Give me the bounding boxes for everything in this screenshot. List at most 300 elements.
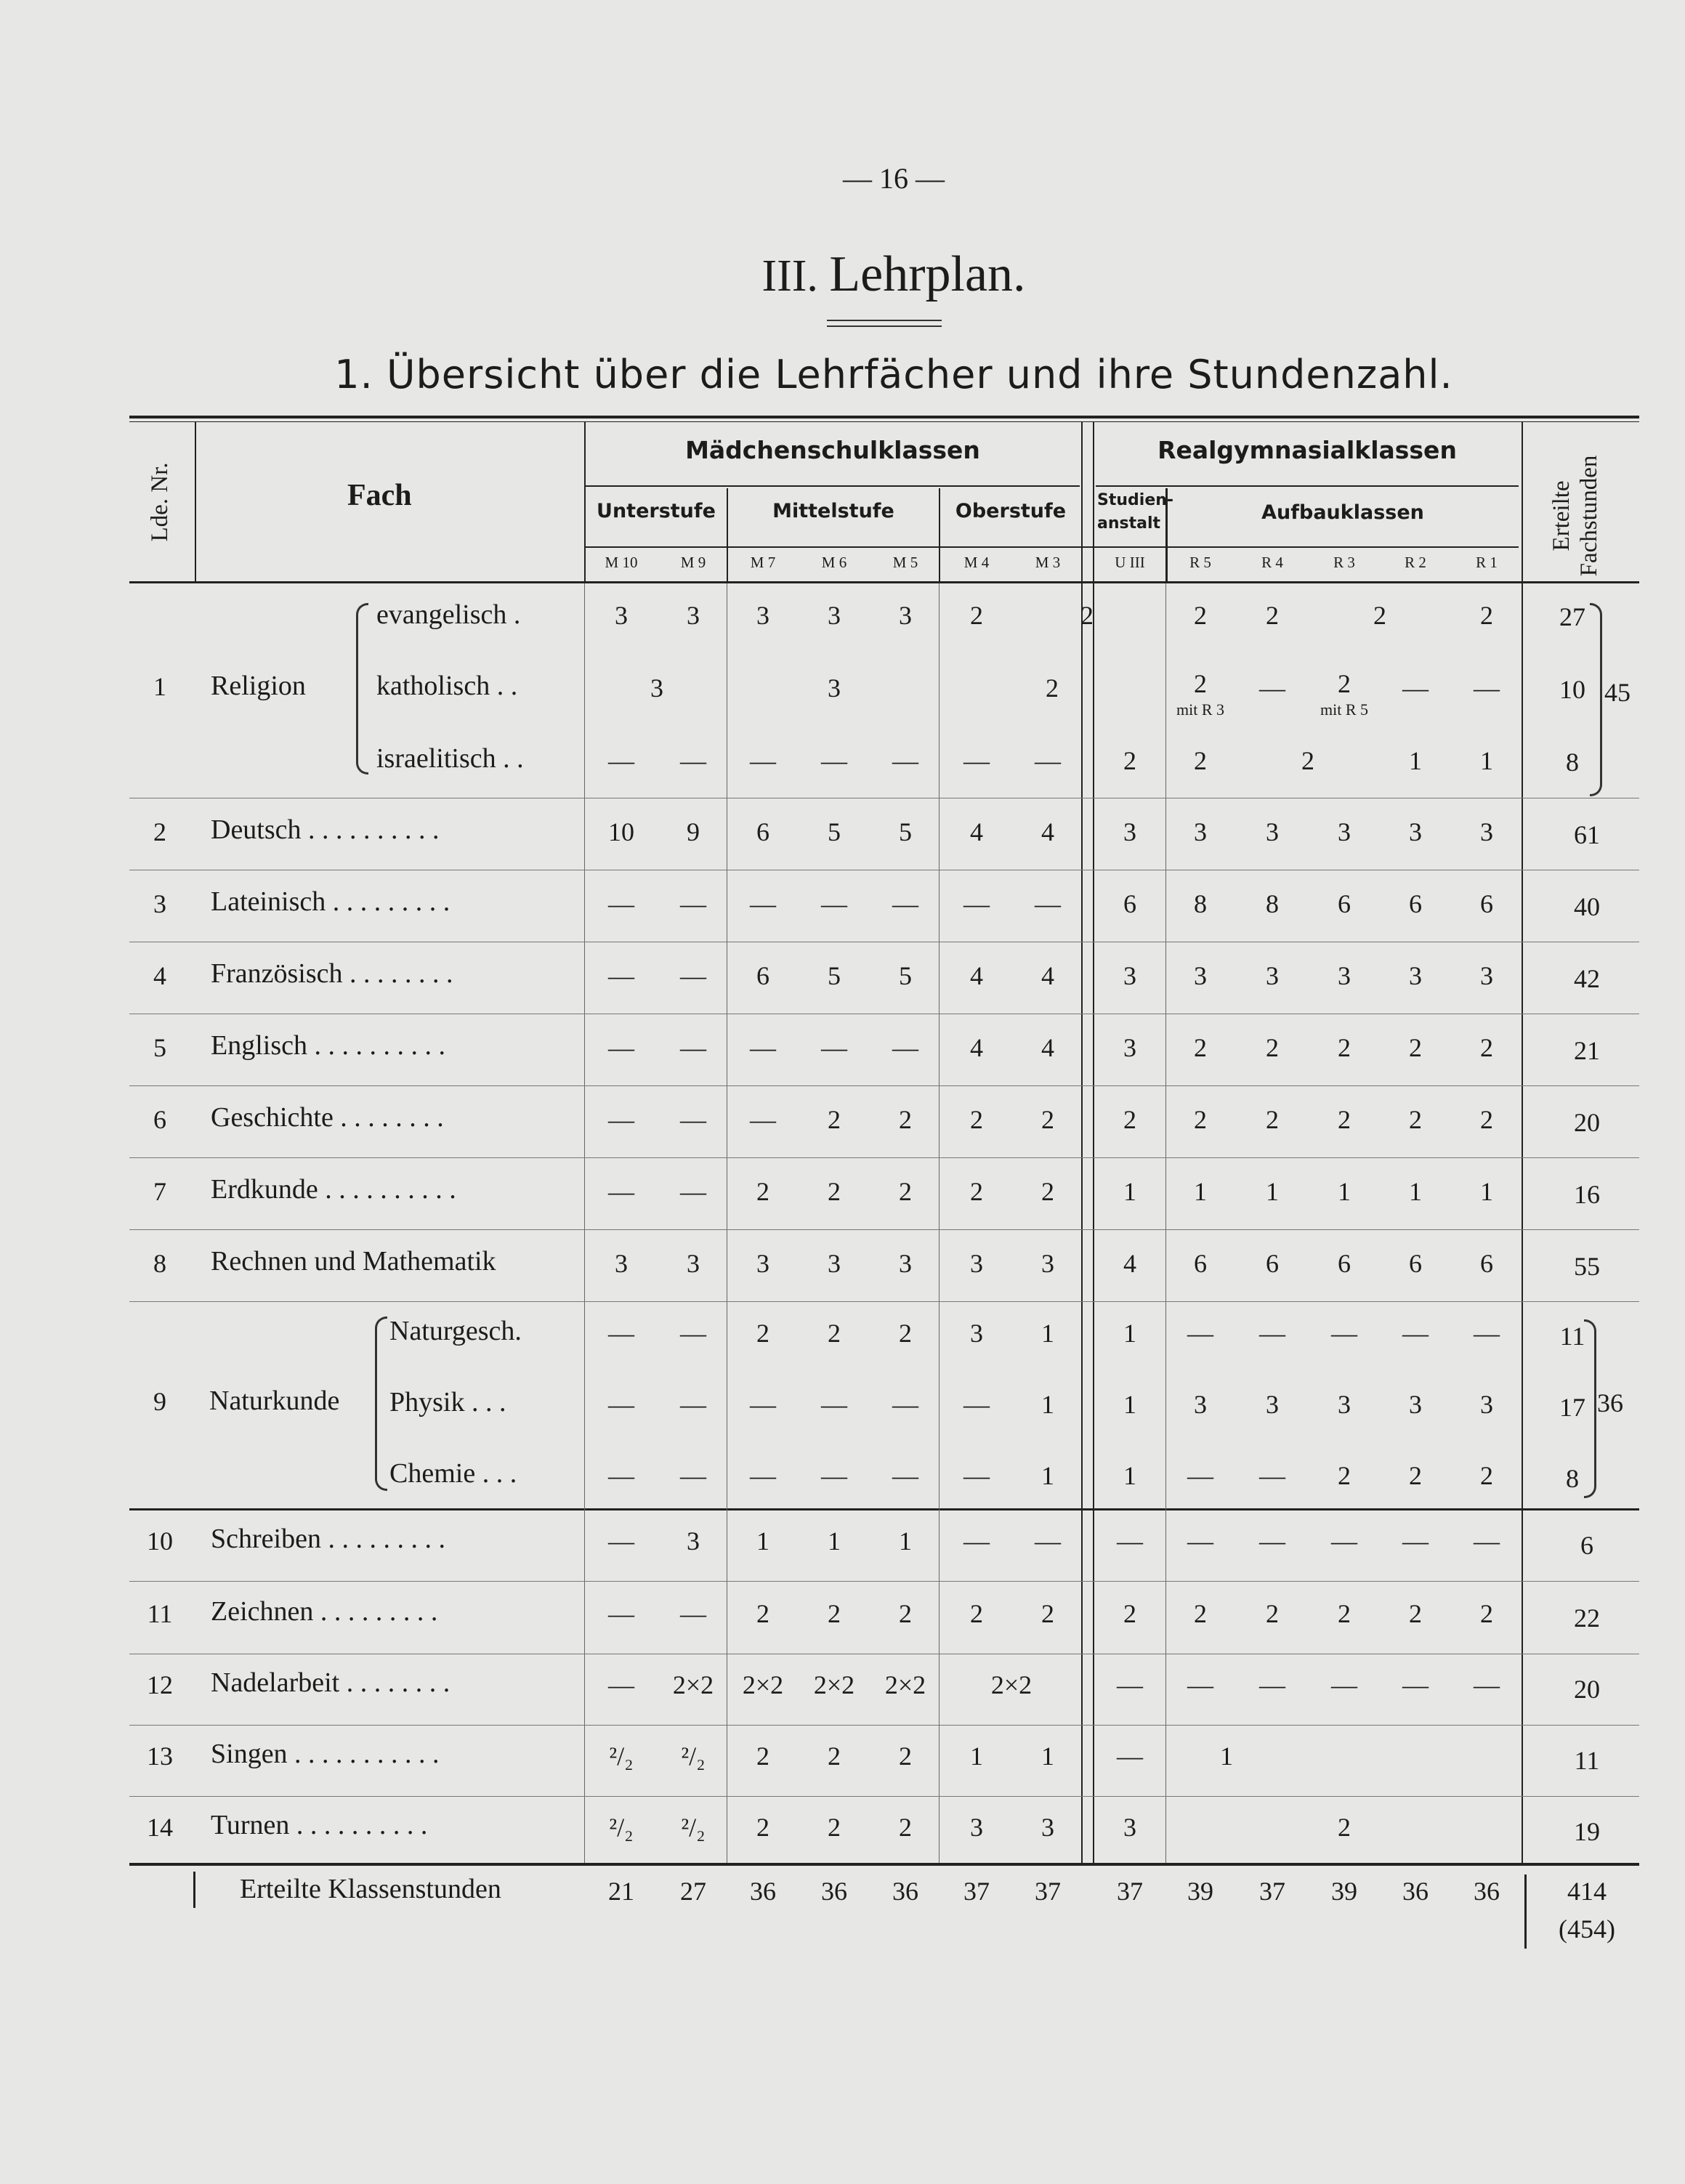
- religion-katholisch-cell: —: [1259, 674, 1285, 703]
- row-cell: 8: [1194, 889, 1207, 918]
- header-real: Realgymnasialklassen: [1157, 436, 1457, 464]
- row-cell: —: [892, 889, 918, 918]
- row-separator: [129, 1085, 1639, 1086]
- naturkunde-cell: 2: [756, 1319, 769, 1348]
- naturkunde-cell: —: [608, 1461, 634, 1490]
- row-cell: 4: [970, 1033, 983, 1062]
- naturkunde-cell: 2: [899, 1319, 912, 1348]
- naturkunde-cell: —: [680, 1390, 706, 1419]
- row-label: Geschichte . . . . . . . .: [211, 1102, 444, 1133]
- klasse-label: M 10: [605, 554, 638, 571]
- footer-cell: 36: [892, 1877, 918, 1906]
- religion-katholisch-cell: 2: [1046, 674, 1059, 703]
- row-cell: 3: [1480, 817, 1493, 846]
- row-label: Schreiben . . . . . . . . .: [211, 1524, 445, 1554]
- row-cell: 3: [687, 1249, 700, 1278]
- naturkunde-cell: —: [1187, 1319, 1213, 1348]
- naturkunde-cell: 3: [1266, 1390, 1279, 1419]
- footer-cell: 21: [608, 1877, 634, 1906]
- row-cell: 3: [1266, 961, 1279, 990]
- religion-katholisch-sum: 10: [1559, 675, 1585, 704]
- row-cell: —: [1331, 1670, 1357, 1699]
- row-sum: 20: [1574, 1108, 1600, 1137]
- naturkunde-cell: —: [1474, 1319, 1500, 1348]
- religion-israelitisch-cell: 1: [1409, 746, 1422, 775]
- klasse-label: M 4: [963, 554, 990, 571]
- naturkunde-cell: —: [821, 1390, 847, 1419]
- row-cell: 2: [970, 1105, 983, 1134]
- row-cell: 5: [899, 817, 912, 846]
- religion-israelitisch-cell: —: [963, 746, 990, 775]
- row-cell: —: [680, 1105, 706, 1134]
- row-cell: —: [750, 1105, 776, 1134]
- row-cell: 2: [1194, 1105, 1207, 1134]
- row-cell: —: [1035, 889, 1061, 918]
- row-cell: 2: [899, 1813, 912, 1842]
- row-cell: —: [963, 1526, 990, 1556]
- row-cell: —: [1117, 1742, 1143, 1771]
- row-cell: 1: [970, 1742, 983, 1771]
- row-cell: 6: [1409, 1249, 1422, 1278]
- naturkunde-sub-label: Chemie . . .: [389, 1458, 517, 1489]
- naturkunde-cell: 2: [828, 1319, 841, 1348]
- page-number: — 16 —: [843, 162, 945, 195]
- naturkunde-cell: 2: [1480, 1461, 1493, 1490]
- row-separator: [129, 1581, 1639, 1582]
- row-cell: 6: [1123, 889, 1136, 918]
- row-sum: 61: [1574, 820, 1600, 849]
- footer-label: Erteilte Klassenstunden: [240, 1874, 501, 1904]
- religion-evangelisch-cell: 3: [899, 601, 912, 630]
- naturkunde-cell: 2: [1338, 1461, 1351, 1490]
- table-top-rule-2: [129, 421, 1639, 422]
- naturkunde-cell: —: [1259, 1461, 1285, 1490]
- row-cell: 2: [1409, 1033, 1422, 1062]
- row-cell: 6: [1194, 1249, 1207, 1278]
- vline-lde: [195, 421, 196, 583]
- header-erteilte: [1548, 443, 1606, 589]
- naturkunde-label: Naturkunde: [209, 1386, 340, 1416]
- row-nr: 7: [153, 1177, 166, 1206]
- row-cell: —: [1331, 1526, 1357, 1556]
- naturkunde-cell: 3: [1480, 1390, 1493, 1419]
- row-cell: —: [680, 1599, 706, 1628]
- naturkunde-cell: 3: [970, 1319, 983, 1348]
- row-cell: 6: [756, 961, 769, 990]
- naturkunde-cell: —: [750, 1390, 776, 1419]
- religion-evangelisch-cell: 3: [687, 601, 700, 630]
- row-cell: 5: [899, 961, 912, 990]
- naturkunde-bottom-rule: [129, 1508, 1639, 1510]
- row-cell: 3: [1041, 1813, 1054, 1842]
- row-cell: 4: [970, 961, 983, 990]
- row-label: Turnen . . . . . . . . . .: [211, 1810, 428, 1840]
- header-unterstufe: Unterstufe: [597, 500, 716, 522]
- row-cell: 2: [828, 1105, 841, 1134]
- title-rule: [827, 320, 942, 327]
- religion-katholisch-cell: 2: [1338, 669, 1351, 698]
- row-cell: 1: [828, 1526, 841, 1556]
- row-cell: 3: [1123, 817, 1136, 846]
- row-cell: 3: [1338, 961, 1351, 990]
- row-cell: 3: [615, 1249, 628, 1278]
- klasse-label: M 3: [1035, 554, 1061, 571]
- footer-cell: 39: [1187, 1877, 1213, 1906]
- naturkunde-cell: 1: [1041, 1390, 1054, 1419]
- naturkunde-cell: —: [680, 1461, 706, 1490]
- naturkunde-brace: [375, 1317, 387, 1491]
- row-cell: 6: [1480, 889, 1493, 918]
- row-cell: 2×2: [742, 1670, 784, 1699]
- row-cell: 2: [1266, 1599, 1279, 1628]
- row-cell: 2: [1041, 1105, 1054, 1134]
- naturkunde-cell: —: [1259, 1319, 1285, 1348]
- row-sum: 19: [1574, 1817, 1600, 1846]
- row-label: Lateinisch . . . . . . . . .: [211, 886, 450, 917]
- row-cell: 3: [1480, 961, 1493, 990]
- religion-israelitisch-cell: 2: [1123, 746, 1136, 775]
- row-nr: 11: [147, 1599, 173, 1628]
- row-separator: [129, 1229, 1639, 1230]
- row-cell: 4: [1041, 1033, 1054, 1062]
- row-cell: 1: [1041, 1742, 1054, 1771]
- footer-cell: 36: [1402, 1877, 1429, 1906]
- row-cell: 3: [1123, 1033, 1136, 1062]
- religion-israelitisch-cell: 2: [1301, 746, 1314, 775]
- vline-mr2: [1093, 421, 1094, 1863]
- row-label: Erdkunde . . . . . . . . . .: [211, 1174, 456, 1205]
- klasse-label: R 1: [1476, 554, 1498, 571]
- religion-israelitisch-cell: 2: [1194, 746, 1207, 775]
- header-maedchen: Mädchenschulklassen: [685, 436, 980, 464]
- religion-katholisch-cell: mit R 3: [1176, 700, 1224, 719]
- real-underline: [1096, 485, 1519, 487]
- row-cell: 1: [1266, 1177, 1279, 1206]
- row-cell: 9: [687, 817, 700, 846]
- row-nr: 13: [147, 1742, 173, 1771]
- naturkunde-sum: 8: [1566, 1464, 1579, 1493]
- religion-israelitisch-cell: —: [680, 746, 706, 775]
- footer-cell: 36: [821, 1877, 847, 1906]
- row-cell: 1: [1123, 1177, 1136, 1206]
- naturkunde-cell: —: [892, 1461, 918, 1490]
- header-studien-2: anstalt: [1097, 514, 1161, 533]
- row-cell: 2: [1041, 1599, 1054, 1628]
- table-top-rule: [129, 416, 1639, 418]
- row-sum: 40: [1574, 892, 1600, 921]
- religion-katholisch-cell: mit R 5: [1320, 700, 1368, 719]
- religion-katholisch-cell: —: [1474, 674, 1500, 703]
- row-cell: —: [892, 1033, 918, 1062]
- row-cell: —: [1259, 1670, 1285, 1699]
- religion-evangelisch-sum: 27: [1559, 602, 1585, 631]
- row-cell: 2: [970, 1599, 983, 1628]
- row-cell: 2: [1338, 1813, 1351, 1842]
- naturkunde-sum: 17: [1559, 1393, 1585, 1422]
- row-cell: —: [680, 961, 706, 990]
- row-label: Singen . . . . . . . . . . .: [211, 1739, 440, 1769]
- naturkunde-sub-label: Naturgesch.: [389, 1316, 522, 1346]
- naturkunde-cell: —: [963, 1390, 990, 1419]
- religion-total: 45: [1604, 678, 1631, 707]
- row-cell: 3: [1409, 817, 1422, 846]
- subtitle: 1. Übersicht über die Lehrfächer und ihre Stundenzahl.: [334, 352, 1453, 397]
- footer-right-bar: [1524, 1874, 1527, 1949]
- row-cell: 2: [1480, 1033, 1493, 1062]
- row-cell: 2: [1266, 1033, 1279, 1062]
- row-label: Französisch . . . . . . . .: [211, 958, 453, 989]
- naturkunde-cell: —: [1187, 1461, 1213, 1490]
- row-sum: 6: [1580, 1531, 1593, 1560]
- row-cell: 2: [1480, 1599, 1493, 1628]
- row-cell: —: [608, 1033, 634, 1062]
- row-cell: 2: [756, 1599, 769, 1628]
- klasse-label: M 6: [821, 554, 847, 571]
- row-nr: 4: [153, 961, 166, 990]
- klasse-label: R 4: [1261, 554, 1283, 571]
- naturkunde-cell: 1: [1041, 1319, 1054, 1348]
- religion-evangelisch-cell: 3: [756, 601, 769, 630]
- naturkunde-cell: 1: [1041, 1461, 1054, 1490]
- row-sum: 20: [1574, 1675, 1600, 1704]
- naturkunde-cell: —: [963, 1461, 990, 1490]
- row-cell: 3: [1338, 817, 1351, 846]
- klassen-top-line: [586, 546, 1519, 548]
- header-studien-1: Studien-: [1097, 491, 1174, 509]
- title-roman: III.: [761, 251, 818, 301]
- row-cell: —: [608, 889, 634, 918]
- religion-israelitisch-cell: —: [608, 746, 634, 775]
- row-cell: —: [1117, 1526, 1143, 1556]
- religion-evangelisch-cell: 3: [615, 601, 628, 630]
- row-cell: 3: [1194, 817, 1207, 846]
- naturkunde-cell: 1: [1123, 1390, 1136, 1419]
- row-cell: 2: [1480, 1105, 1493, 1134]
- religion-label: Religion: [211, 671, 306, 701]
- row-cell: 2: [1338, 1033, 1351, 1062]
- row-cell: 6: [1338, 1249, 1351, 1278]
- row-cell: 2: [1123, 1105, 1136, 1134]
- naturkunde-sum: 11: [1559, 1322, 1585, 1351]
- row-cell: ²/₂: [681, 1742, 706, 1771]
- naturkunde-cell: —: [1402, 1319, 1429, 1348]
- row-cell: 3: [687, 1526, 700, 1556]
- row-sum: 55: [1574, 1252, 1600, 1281]
- naturkunde-cell: 2: [1409, 1461, 1422, 1490]
- religion-evangelisch-label: evangelisch .: [376, 599, 521, 630]
- row-cell: —: [1474, 1670, 1500, 1699]
- row-cell: 2×2: [884, 1670, 926, 1699]
- row-cell: 1: [1220, 1742, 1233, 1771]
- row-cell: 2: [1041, 1177, 1054, 1206]
- religion-evangelisch-cell: 2: [1266, 601, 1279, 630]
- row-nr: 8: [153, 1249, 166, 1278]
- row-cell: —: [750, 889, 776, 918]
- row-cell: 2: [1194, 1033, 1207, 1062]
- religion-evangelisch-cell: 2: [1080, 601, 1094, 630]
- naturkunde-cell: 3: [1338, 1390, 1351, 1419]
- row-cell: 2×2: [990, 1670, 1033, 1699]
- footer-cell: 36: [750, 1877, 776, 1906]
- row-cell: —: [1035, 1526, 1061, 1556]
- row-cell: 6: [1480, 1249, 1493, 1278]
- row-separator: [129, 1301, 1639, 1302]
- row-cell: 5: [828, 817, 841, 846]
- row-cell: 4: [970, 817, 983, 846]
- religion-katholisch-cell: 2: [1194, 669, 1207, 698]
- naturkunde-cell: 3: [1409, 1390, 1422, 1419]
- row-cell: 3: [1409, 961, 1422, 990]
- row-cell: 3: [1266, 817, 1279, 846]
- row-nr: 12: [147, 1670, 173, 1699]
- header-oberstufe: Oberstufe: [955, 500, 1067, 522]
- row-cell: 2: [1194, 1599, 1207, 1628]
- row-cell: —: [608, 1670, 634, 1699]
- religion-israelitisch-cell: —: [1035, 746, 1061, 775]
- naturkunde-cell: —: [892, 1390, 918, 1419]
- footer-sum-2: (454): [1559, 1914, 1615, 1944]
- naturkunde-total: 36: [1597, 1388, 1623, 1417]
- row-sum: 11: [1574, 1746, 1600, 1775]
- religion-israelitisch-cell: —: [892, 746, 918, 775]
- religion-israelitisch-cell: —: [750, 746, 776, 775]
- naturkunde-cell: 3: [1194, 1390, 1207, 1419]
- row-cell: 1: [1480, 1177, 1493, 1206]
- footer-left-bar: [193, 1872, 195, 1908]
- row-cell: 2: [1338, 1105, 1351, 1134]
- row-cell: —: [608, 961, 634, 990]
- row-cell: 3: [970, 1813, 983, 1842]
- row-cell: —: [608, 1105, 634, 1134]
- row-cell: 2: [828, 1742, 841, 1771]
- row-cell: 2: [756, 1177, 769, 1206]
- row-separator: [129, 1796, 1639, 1797]
- header-bottom-rule: [129, 581, 1639, 583]
- row-cell: 6: [1266, 1249, 1279, 1278]
- row-separator: [129, 1725, 1639, 1726]
- row-cell: —: [680, 889, 706, 918]
- row-cell: —: [963, 889, 990, 918]
- row-label: Rechnen und Mathematik: [211, 1246, 496, 1277]
- row-cell: —: [608, 1526, 634, 1556]
- footer-cell: 37: [1035, 1877, 1061, 1906]
- religion-israelitisch-label: israelitisch . .: [376, 743, 524, 774]
- title-word: Lehrplan.: [829, 246, 1026, 302]
- religion-israelitisch-cell: —: [821, 746, 847, 775]
- row-cell: 2: [828, 1813, 841, 1842]
- footer-cell: 27: [680, 1877, 706, 1906]
- row-cell: —: [750, 1033, 776, 1062]
- row-cell: 5: [828, 961, 841, 990]
- row-cell: —: [1117, 1670, 1143, 1699]
- religion-katholisch-cell: 3: [828, 674, 841, 703]
- naturkunde-cell: —: [1331, 1319, 1357, 1348]
- klasse-label: M 7: [750, 554, 776, 571]
- row-cell: —: [821, 889, 847, 918]
- naturkunde-nr: 9: [153, 1387, 166, 1416]
- row-separator: [129, 1157, 1639, 1158]
- row-cell: 3: [1123, 1813, 1136, 1842]
- row-cell: 2: [756, 1813, 769, 1842]
- footer-cell: 37: [1117, 1877, 1143, 1906]
- row-cell: 1: [1409, 1177, 1422, 1206]
- table-bottom-rule: [129, 1863, 1639, 1866]
- row-cell: 3: [1194, 961, 1207, 990]
- row-cell: —: [821, 1033, 847, 1062]
- row-cell: ²/₂: [681, 1813, 706, 1842]
- row-cell: 3: [756, 1249, 769, 1278]
- klasse-label: R 3: [1333, 554, 1355, 571]
- row-cell: 1: [1194, 1177, 1207, 1206]
- row-cell: 3: [970, 1249, 983, 1278]
- row-cell: 4: [1041, 961, 1054, 990]
- footer-cell: 39: [1331, 1877, 1357, 1906]
- row-nr: 10: [147, 1526, 173, 1556]
- row-nr: 6: [153, 1105, 166, 1134]
- row-cell: —: [1187, 1670, 1213, 1699]
- religion-evangelisch-cell: 2: [1194, 601, 1207, 630]
- row-cell: 2: [899, 1742, 912, 1771]
- religion-katholisch-label: katholisch . .: [376, 671, 518, 701]
- naturkunde-cell: —: [608, 1319, 634, 1348]
- klasse-label: R 2: [1405, 554, 1426, 571]
- row-cell: 2: [756, 1742, 769, 1771]
- row-cell: 4: [1041, 817, 1054, 846]
- header-erteilte-2: Fachstunden: [1576, 455, 1602, 577]
- row-cell: 2: [899, 1599, 912, 1628]
- naturkunde-cell: —: [680, 1319, 706, 1348]
- row-cell: —: [1474, 1526, 1500, 1556]
- row-cell: 2: [828, 1599, 841, 1628]
- row-cell: 1: [1338, 1177, 1351, 1206]
- religion-katholisch-cell: 3: [650, 674, 663, 703]
- row-cell: 2: [1338, 1599, 1351, 1628]
- klasse-label: M 5: [892, 554, 918, 571]
- row-cell: 4: [1123, 1249, 1136, 1278]
- row-label: Nadelarbeit . . . . . . . .: [211, 1667, 450, 1698]
- naturkunde-cell: —: [608, 1390, 634, 1419]
- row-label: Englisch . . . . . . . . . .: [211, 1030, 445, 1061]
- row-sum: 16: [1574, 1180, 1600, 1209]
- header-lde-nr: Lde. Nr.: [147, 462, 173, 542]
- row-cell: 2: [899, 1105, 912, 1134]
- row-cell: 2: [828, 1177, 841, 1206]
- religion-israelitisch-sum: 8: [1566, 748, 1579, 777]
- klasse-label: U III: [1115, 554, 1145, 571]
- row-cell: ²/₂: [609, 1742, 634, 1771]
- row-nr: 14: [147, 1813, 173, 1842]
- row-cell: 6: [1409, 889, 1422, 918]
- header-fach: Fach: [347, 479, 412, 512]
- row-nr: 3: [153, 889, 166, 918]
- row-cell: —: [608, 1599, 634, 1628]
- row-cell: 6: [756, 817, 769, 846]
- row-cell: 2×2: [672, 1670, 714, 1699]
- header-mittelstufe: Mittelstufe: [772, 500, 894, 522]
- naturkunde-cell: 1: [1123, 1461, 1136, 1490]
- footer-cell: 37: [1259, 1877, 1285, 1906]
- row-cell: 2×2: [813, 1670, 855, 1699]
- header-aufbau: Aufbauklassen: [1261, 501, 1424, 524]
- row-sum: 42: [1574, 964, 1600, 993]
- row-cell: —: [680, 1177, 706, 1206]
- row-cell: 3: [899, 1249, 912, 1278]
- religion-evangelisch-cell: 2: [970, 601, 983, 630]
- row-cell: 2: [1409, 1105, 1422, 1134]
- row-cell: 2: [1123, 1599, 1136, 1628]
- row-sum: 21: [1574, 1036, 1600, 1065]
- row-cell: 6: [1338, 889, 1351, 918]
